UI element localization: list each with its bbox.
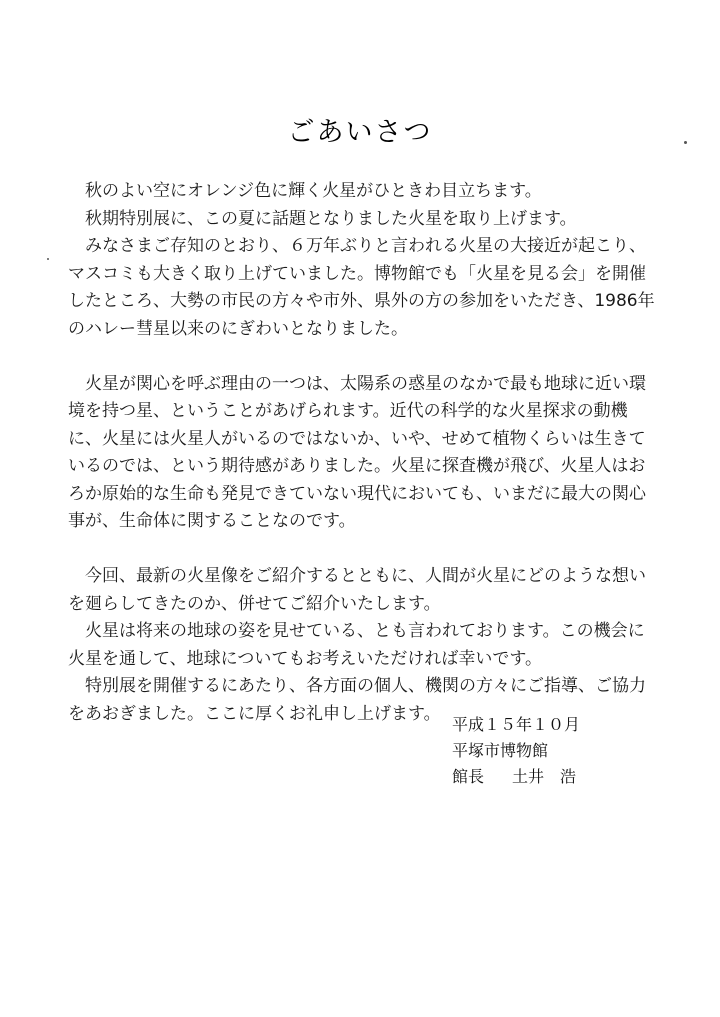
signature-position: 館長 — [452, 767, 485, 786]
paragraph-7: 特別展を開催するにあたり、各方面の個人、機関の方々にご指導、ご協力をあおぎました。ここに厚くお礼申し上げます。 — [68, 676, 646, 724]
signature-date: 平成１５年１０月 — [452, 715, 581, 734]
scan-speck — [684, 141, 687, 144]
paragraph-3: みなさまご存知のとおり、６万年ぶりと言われる火星の大接近が起こり、マスコミも大きく取り上げていました。博物館でも「火星を見る会」を開催したところ、大勢の市民の方々や市外、県外の方の参加をいただき、1986年のハレー彗星以来のにぎわいとなりました。 — [68, 236, 655, 339]
signature-block — [452, 712, 580, 790]
scan-speck — [47, 258, 49, 260]
paragraph-2: 秋期特別展に、この夏に話題となりました火星を取り上げます。 — [85, 208, 577, 229]
greeting-body — [68, 178, 660, 728]
signature-title-line — [452, 764, 580, 790]
signature-organization: 平塚市博物館 — [452, 741, 549, 760]
paragraph-1: 秋のよい空にオレンジ色に輝く火星がひときわ目立ちます。 — [85, 181, 542, 201]
paragraph-5: 今回、最新の火星像をご紹介するとともに、人間が火星にどのような想いを廻らしてきたのか、併せてご紹介いたします。 — [68, 566, 646, 614]
paragraph-6: 火星は将来の地球の姿を見せている、とも言われております。この機会に火星を通して、地球についてもお考えいただければ幸いです。 — [68, 621, 645, 669]
paragraph-4: 火星が関心を呼ぶ理由の一つは、太陽系の惑星のなかで最も地球に近い環境を持つ星、ということがあげられます。近代の科学的な火星探求の動機に、火星には火星人がいるのではないか、いや、せめて植物くらいは生きているのでは、という期待感がありました。火星に探査機が飛び、火星人はおろか原始的な生命も発見できていない現代においても、いまだに最大の関心事が、生命体に関することなのです。 — [68, 373, 646, 531]
document-title: ごあいさつ — [287, 117, 433, 148]
signature-name: 土井 浩 — [512, 767, 577, 786]
